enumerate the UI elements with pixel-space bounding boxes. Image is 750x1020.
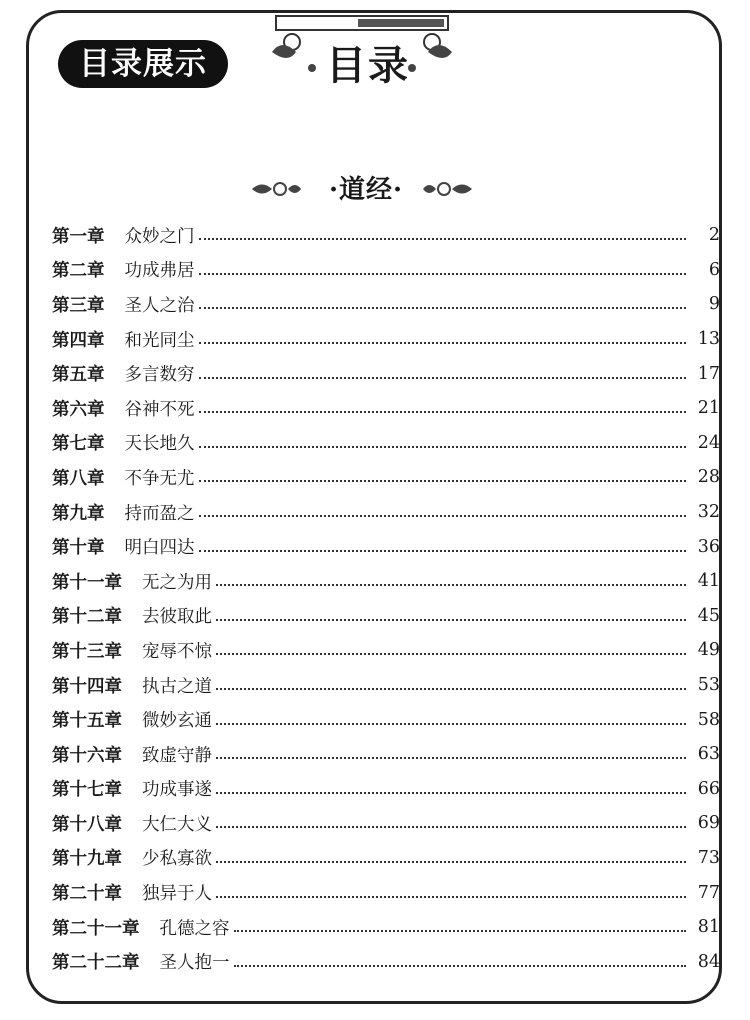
toc-chapter: 第一章 [52, 226, 105, 247]
toc-title: 无之为用 [142, 572, 212, 593]
toc-entry[interactable] [52, 495, 720, 530]
toc-title: 圣人抱一 [159, 953, 230, 974]
toc-entry[interactable] [52, 633, 720, 668]
toc-leader [199, 377, 687, 379]
toc-title: 持而盈之 [124, 503, 195, 524]
toc-chapter: 第二十二章 [52, 953, 140, 974]
toc-page-number: 6 [708, 259, 720, 280]
toc-page-number: 81 [697, 917, 720, 938]
toc-chapter: 第四章 [52, 330, 105, 351]
toc-leader [199, 515, 687, 517]
toc-title: 宠辱不惊 [142, 641, 212, 662]
toc-page-number: 13 [697, 329, 720, 350]
toc-page-number: 24 [697, 432, 720, 453]
toc-entry[interactable] [52, 391, 720, 426]
toc-chapter: 第六章 [52, 399, 105, 420]
toc-leader [216, 584, 686, 586]
toc-title: 明白四达 [124, 538, 195, 559]
toc-leader [199, 342, 687, 344]
toc-entry[interactable] [52, 910, 720, 945]
right-flourish-icon [422, 178, 474, 200]
toc-entry[interactable] [52, 426, 720, 461]
toc-leader [199, 238, 687, 240]
section-badge: 目录展示 [58, 40, 228, 88]
toc-title: 不争无尤 [124, 468, 195, 489]
toc-chapter: 第十九章 [52, 849, 122, 870]
toc-chapter: 第二十章 [52, 884, 122, 905]
toc-page-number: 49 [697, 640, 720, 661]
toc-page-number: 41 [697, 571, 720, 592]
toc-page-number: 45 [697, 605, 720, 626]
toc-title: 天长地久 [124, 434, 195, 455]
toc-entry[interactable] [52, 529, 720, 564]
toc-chapter: 第三章 [52, 295, 105, 316]
toc-page-number: 21 [697, 398, 720, 419]
toc-chapter: 第二章 [52, 261, 105, 282]
toc-chapter: 第十四章 [52, 676, 122, 697]
toc-leader [216, 619, 686, 621]
toc-title: 多言数穷 [124, 365, 195, 386]
toc-entry[interactable] [52, 460, 720, 495]
toc-page-number: 73 [697, 847, 720, 868]
toc-page-number: 28 [697, 467, 720, 488]
toc-page-number: 17 [697, 363, 720, 384]
toc-chapter: 第八章 [52, 468, 105, 489]
toc-leader [199, 480, 687, 482]
toc-leader [199, 307, 687, 309]
toc-page-number: 9 [708, 294, 720, 315]
toc-title: 少私寡欲 [142, 849, 212, 870]
toc-entry[interactable] [52, 564, 720, 599]
toc-entry[interactable] [52, 875, 720, 910]
toc-entry[interactable] [52, 287, 720, 322]
toc-entry[interactable] [52, 356, 720, 391]
toc-entry[interactable] [52, 322, 720, 357]
toc-leader [216, 826, 686, 828]
toc-title: 致虚守静 [142, 745, 212, 766]
page-title: 目录 [326, 43, 410, 89]
toc-page-number: 66 [697, 778, 720, 799]
toc-leader [216, 757, 686, 759]
toc-title: 众妙之门 [124, 226, 195, 247]
toc-leader [216, 896, 686, 898]
toc-title: 微妙玄通 [142, 711, 212, 732]
toc-page-number: 77 [697, 882, 720, 903]
toc-chapter: 第九章 [52, 503, 105, 524]
section-header [250, 162, 480, 212]
toc-chapter: 第十六章 [52, 745, 122, 766]
toc-leader [216, 861, 686, 863]
toc-title: 圣人之治 [124, 295, 195, 316]
toc-leader [234, 930, 687, 932]
toc-chapter: 第十八章 [52, 814, 122, 835]
toc-leader [199, 550, 687, 552]
toc-leader [216, 653, 686, 655]
toc-page-number: 58 [697, 709, 720, 730]
toc-leader [216, 723, 686, 725]
section-title: ·道经· [328, 175, 404, 205]
toc-chapter: 第五章 [52, 365, 105, 386]
toc-leader [234, 965, 687, 967]
toc-entry[interactable] [52, 841, 720, 876]
toc-chapter: 第十章 [52, 538, 105, 559]
toc-chapter: 第十三章 [52, 641, 122, 662]
toc-title: 孔德之容 [159, 918, 230, 939]
toc-entry[interactable] [52, 599, 720, 634]
toc-entry[interactable] [52, 253, 720, 288]
toc-title: 谷神不死 [124, 399, 195, 420]
left-flourish-icon [250, 178, 302, 200]
toc-chapter: 第七章 [52, 434, 105, 455]
toc-page-number: 84 [697, 951, 720, 972]
toc-chapter: 第二十一章 [52, 918, 140, 939]
toc-title: 大仁大义 [142, 814, 212, 835]
toc-chapter: 第十五章 [52, 711, 122, 732]
toc-leader [199, 446, 687, 448]
toc-chapter: 第十一章 [52, 572, 122, 593]
toc-page-number: 53 [697, 675, 720, 696]
toc-entry[interactable] [52, 702, 720, 737]
toc-entry[interactable] [52, 668, 720, 703]
table-of-contents [52, 218, 720, 979]
toc-title: 去彼取此 [142, 607, 212, 628]
toc-title: 功成事遂 [142, 780, 212, 801]
toc-leader [199, 411, 687, 413]
toc-page-number: 63 [697, 744, 720, 765]
toc-entry[interactable] [52, 772, 720, 807]
toc-entry[interactable] [52, 737, 720, 772]
toc-leader [216, 792, 686, 794]
toc-chapter: 第十七章 [52, 780, 122, 801]
toc-chapter: 第十二章 [52, 607, 122, 628]
toc-title: 执古之道 [142, 676, 212, 697]
toc-page-number: 2 [708, 225, 720, 246]
toc-title: 独异于人 [142, 884, 212, 905]
toc-page-number: 32 [697, 502, 720, 523]
toc-entry[interactable] [52, 218, 720, 253]
toc-leader [199, 273, 687, 275]
toc-title: 功成弗居 [124, 261, 195, 282]
toc-entry[interactable] [52, 806, 720, 841]
toc-title: 和光同尘 [124, 330, 195, 351]
toc-leader [216, 688, 686, 690]
toc-entry[interactable] [52, 944, 720, 979]
toc-page-number: 69 [697, 813, 720, 834]
toc-page-number: 36 [697, 536, 720, 557]
